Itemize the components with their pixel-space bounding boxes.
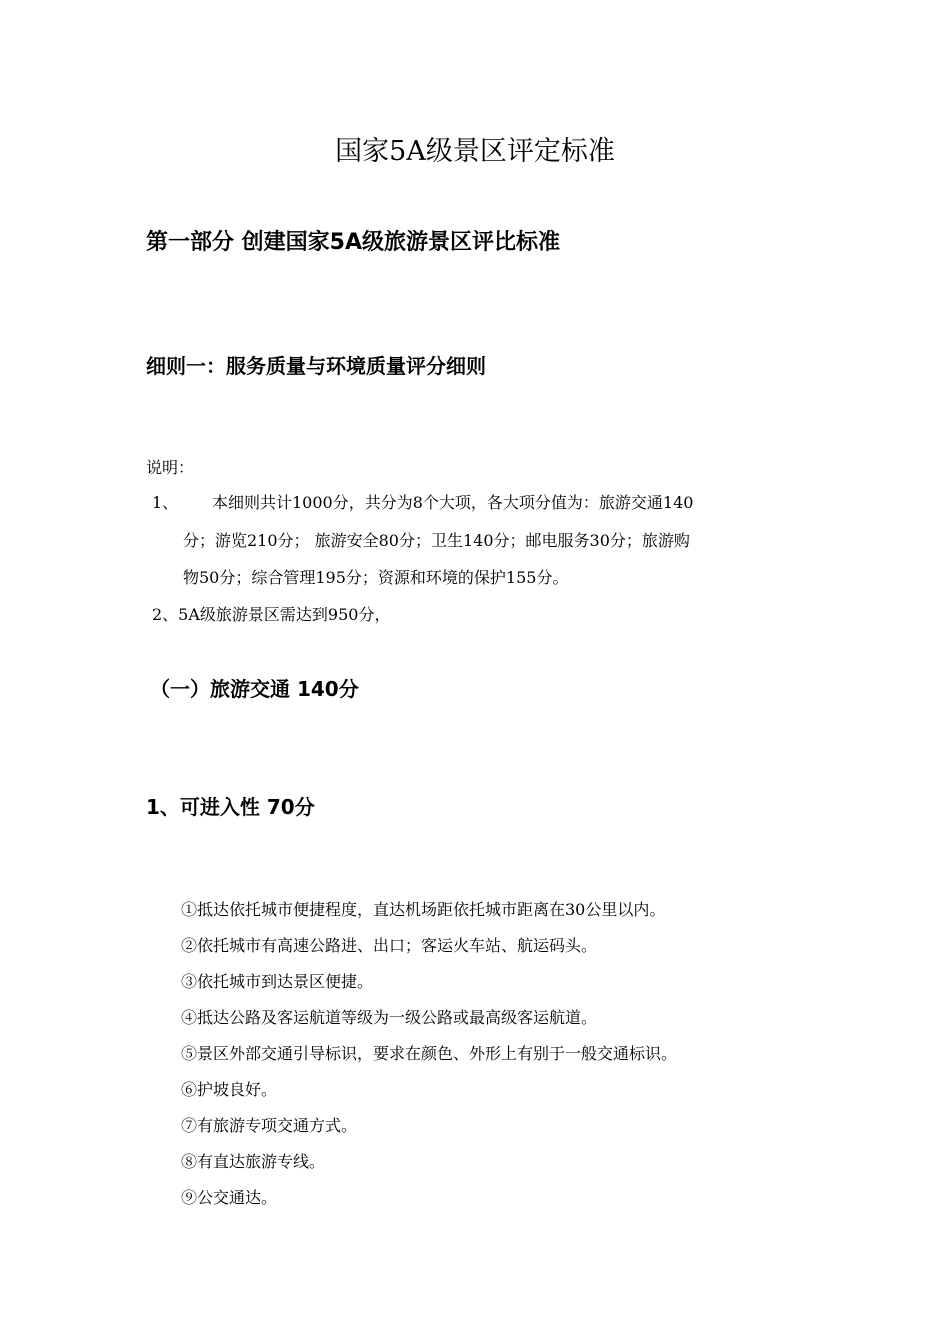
criteria-item: ③依托城市到达景区便捷。 [181,972,374,991]
note1-number: 1、 [152,493,179,512]
document-title: 国家5A级景区评定标准 [335,136,615,167]
note1-line-3: 物50分；综合管理195分；资源和环境的保护155分。 [183,568,569,587]
criteria-list [181,897,677,1221]
note1-line-1: 本细则共计1000分，共分为8个大项，各大项分值为：旅游交通140 [212,493,694,512]
criteria-item: ⑤景区外部交通引导标识，要求在颜色、外形上有别于一般交通标识。 [181,1044,678,1063]
criteria-item: ⑨公交通达。 [181,1188,278,1207]
subsection-heading: 1、可进入性 70分 [146,795,315,819]
rule-heading: 细则一：服务质量与环境质量评分细则 [146,354,486,378]
criteria-item: ④抵达公路及客运航道等级为一级公路或最高级客运航道。 [181,1008,598,1027]
part-heading: 第一部分 创建国家5A级旅游景区评比标准 [146,230,560,255]
criteria-item: ⑥护坡良好。 [181,1080,278,1099]
note1-line-2: 分；游览210分； 旅游安全80分；卫生140分；邮电服务30分；旅游购 [183,531,690,550]
criteria-item: ①抵达依托城市便捷程度，直达机场距依托城市距离在30公里以内。 [181,900,666,919]
section-heading: （一）旅游交通 140分 [150,677,359,701]
criteria-item: ⑦有旅游专项交通方式。 [181,1116,358,1135]
note2: 2、5A级旅游景区需达到950分， [152,605,391,624]
criteria-item: ⑧有直达旅游专线。 [181,1152,326,1171]
notes-label: 说明： [146,458,195,477]
criteria-item: ②依托城市有高速公路进、出口；客运火车站、航运码头。 [181,936,598,955]
